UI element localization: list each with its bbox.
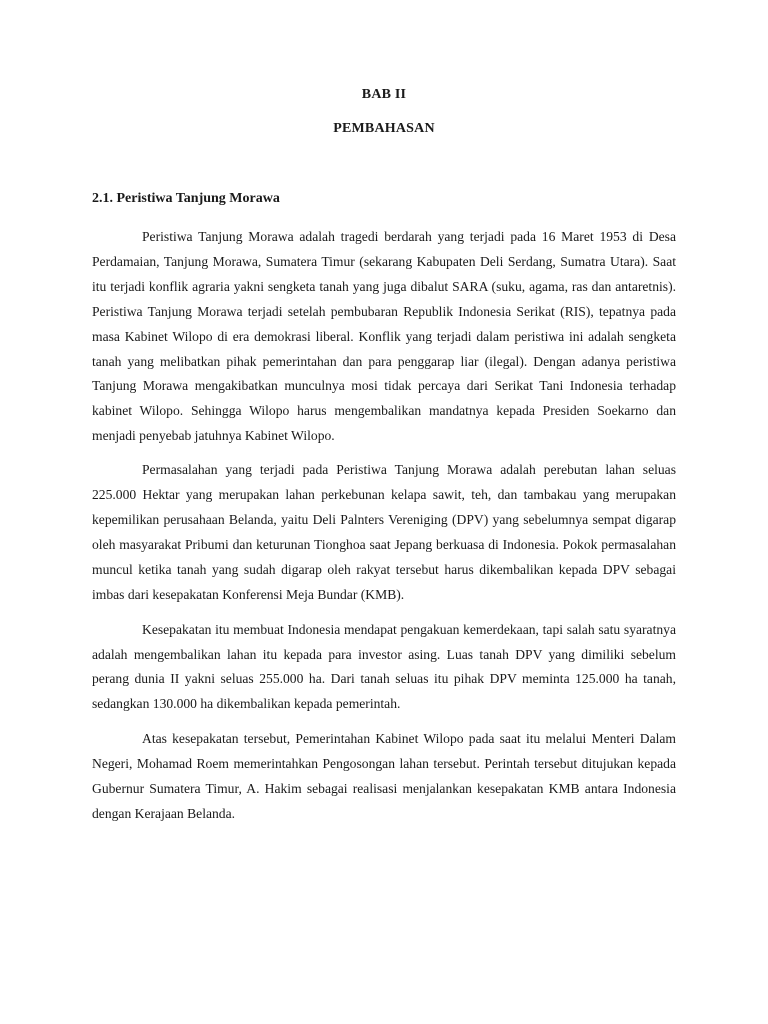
paragraph: Peristiwa Tanjung Morawa adalah tragedi berdarah yang terjadi pada 16 Maret 1953 di Desa Perdamaian, Tanjung Morawa, Sumatera Timur (sekarang Kabupaten Deli Serdang, Sumatra Utara). Saat itu terjadi konflik agraria yakni sengketa tanah yang juga dibalut SARA (suku, agama, ras dan antaretnis). Peristiwa Tanjung Morawa terjadi setelah pembubaran Republik Indonesia Serikat (RIS), tepatnya pada masa Kabinet Wilopo di era demokrasi liberal. Konflik yang terjadi dalam peristiwa ini adalah sengketa tanah yang melibatkan pihak pemerintahan dan para penggarap liar (ilegal). Dengan adanya peristiwa Tanjung Morawa mengakibatkan munculnya mosi tidak percaya dari Serikat Tani Indonesia terhadap kabinet Wilopo. Sehingga Wilopo harus mengembalikan mandatnya kepada Presiden Soekarno dan menjadi penyebab jatuhnya Kabinet Wilopo. (92, 229, 676, 444)
document-body (92, 225, 676, 837)
section-heading: 2.1. Peristiwa Tanjung Morawa (92, 191, 280, 206)
paragraph: Atas kesepakatan tersebut, Pemerintahan Kabinet Wilopo pada saat itu melalui Menteri Dalam Negeri, Mohamad Roem memerintahkan Pengosongan lahan tersebut. Perintah tersebut ditujukan kepada Gubernur Sumatera Timur, A. Hakim sebagai realisasi menjalankan kesepakatan KMB antara Indonesia dengan Kerajaan Belanda. (92, 731, 676, 821)
chapter-title: PEMBAHASAN (333, 121, 435, 136)
chapter-label: BAB II (361, 87, 407, 102)
paragraph: Kesepakatan itu membuat Indonesia mendapat pengakuan kemerdekaan, tapi salah satu syaratnya adalah mengembalikan lahan itu kepada para investor asing. Luas tanah DPV yang dimiliki sebelum perang dunia II yakni seluas 255.000 ha. Dari tanah seluas itu pihak DPV meminta 125.000 ha tanah, sedangkan 130.000 ha dikembalikan kepada pemerintah. (92, 621, 676, 712)
paragraph: Permasalahan yang terjadi pada Peristiwa Tanjung Morawa adalah perebutan lahan seluas 225.000 Hektar yang merupakan lahan perkebunan kelapa sawit, teh, dan tambakau yang merupakan kepemilikan perusahaan Belanda, yaitu Deli Palnters Vereniging (DPV) yang sebelumnya sempat digarap oleh masyarakat Pribumi dan keturunan Tionghoa saat Jepang berkuasa di Indonesia. Pokok permasalahan muncul ketika tanah yang sudah digarap oleh rakyat tersebut harus dikembalikan kepada DPV sebagai imbas dari kesepakatan Konferensi Meja Bundar (KMB). (92, 462, 676, 602)
